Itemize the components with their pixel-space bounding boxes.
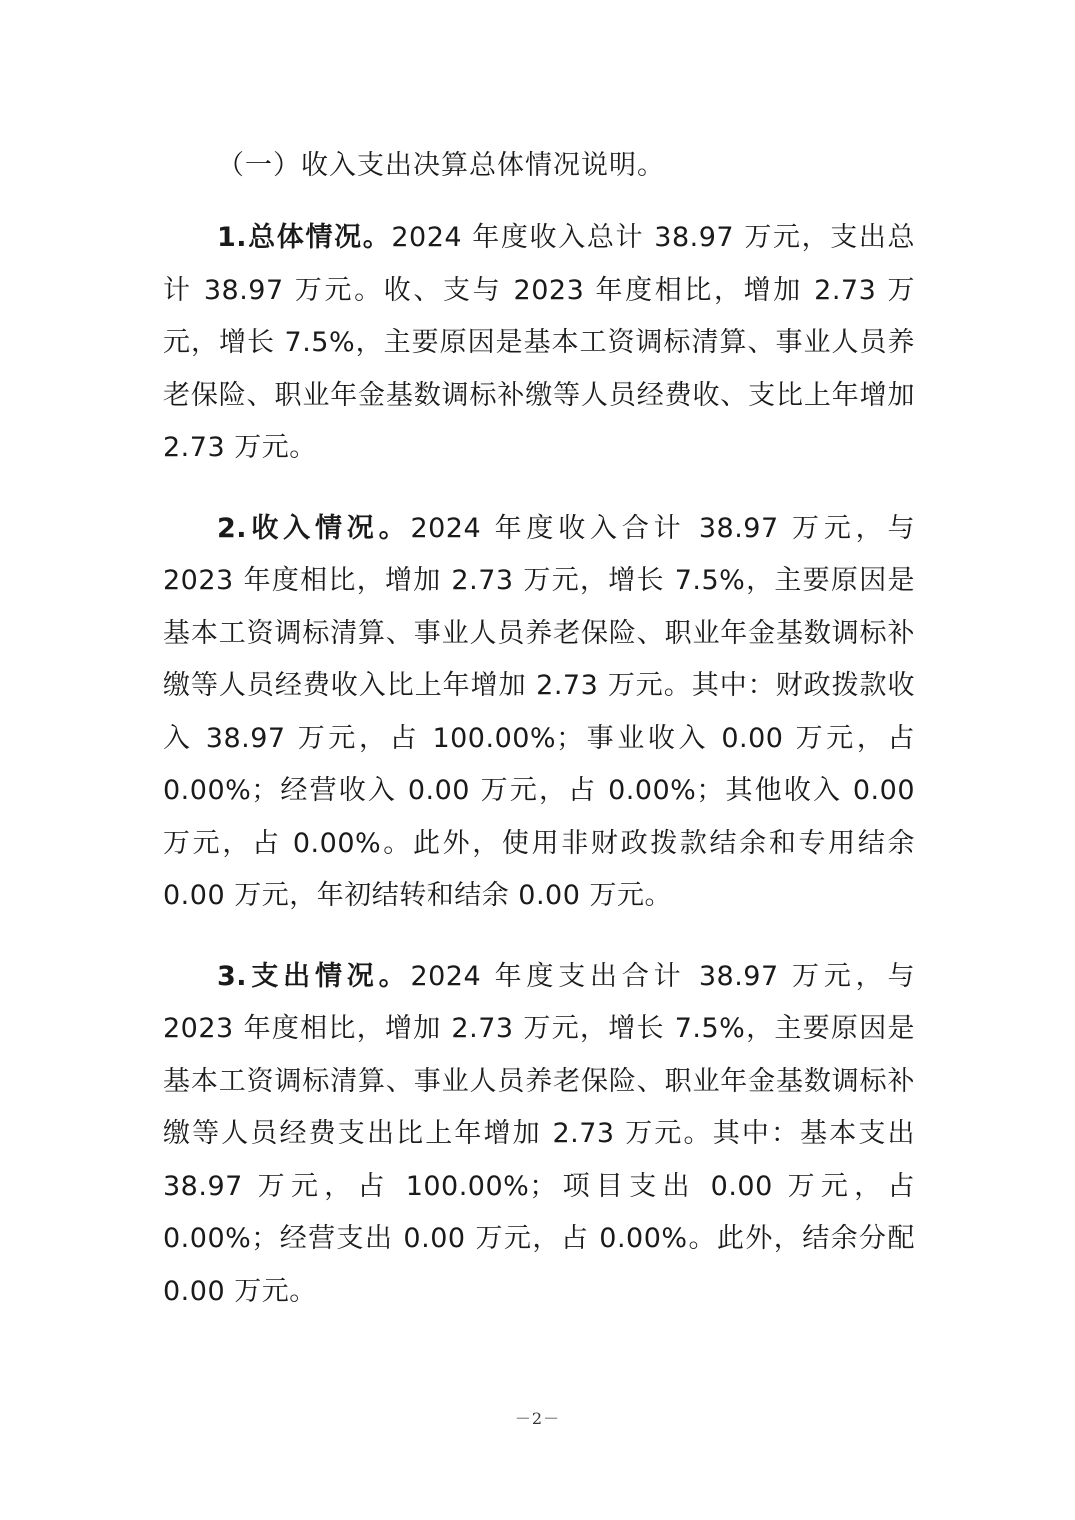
paragraph-overall: [163, 212, 915, 475]
section-heading: （一）收入支出决算总体情况说明。: [217, 150, 665, 181]
paragraph-lead: 1.总体情况。: [217, 222, 392, 253]
page-number: －2－: [514, 1409, 561, 1428]
document-body: [163, 140, 915, 1318]
paragraph-text: 2024 年度收入总计 38.97 万元，支出总计 38.97 万元。收、支与 2023 年度相比，增加 2.73 万元，增长 7.5%，主要原因是基本工资调标清算、事业人员养老保险、职业年金基数调标补缴等人员经费收、支比上年增加 2.73 万元。: [163, 222, 915, 463]
paragraph-expenditure: [163, 951, 915, 1319]
paragraph-text: 2024 年度收入合计 38.97 万元，与 2023 年度相比，增加 2.73 万元，增长 7.5%，主要原因是基本工资调标清算、事业人员养老保险、职业年金基数调标补缴等人员经费收入比上年增加 2.73 万元。其中：财政拨款收入 38.97 万元，占 100.00%；事业收入 0.00 万元，占 0.00%；经营收入 0.00 万元，占 0.00%；其他收入 0.00 万元，占 0.00%。此外，使用非财政拨款结余和专用结余 0.00 万元，年初结转和结余 0.00 万元。: [163, 512, 916, 911]
paragraph-lead: 3.支出情况。: [217, 960, 411, 992]
paragraph-income: [163, 503, 915, 923]
paragraph-text: 2024 年度支出合计 38.97 万元，与 2023 年度相比，增加 2.73 万元，增长 7.5%，主要原因是基本工资调标清算、事业人员养老保险、职业年金基数调标补缴等人员经费支出比上年增加 2.73 万元。其中：基本支出 38.97 万元，占 100.00%；项目支出 0.00 万元，占 0.00%；经营支出 0.00 万元，占 0.00%。此外，结余分配 0.00 万元。: [163, 960, 916, 1307]
paragraph-lead: 2.收入情况。: [217, 512, 411, 544]
